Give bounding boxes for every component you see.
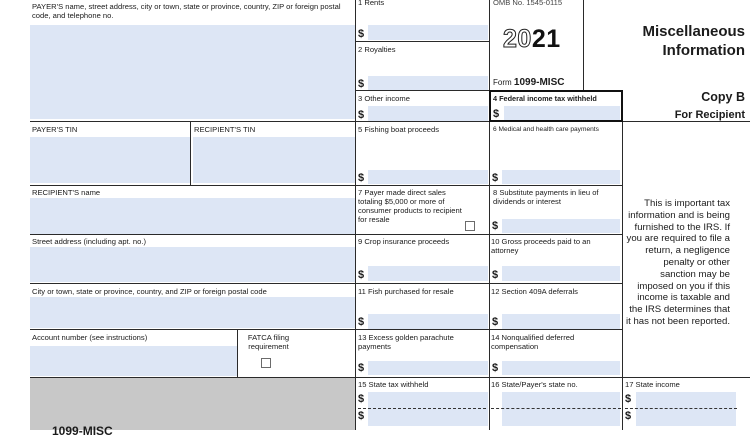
form-name: 1099-MISC [513,77,565,88]
recipient-city-field[interactable] [30,297,355,328]
recipient-street-field[interactable] [30,247,355,282]
box-1-dollar: $ [358,28,365,40]
rule [583,0,584,90]
form-title-line-2: Information [662,42,745,59]
rule [355,0,356,430]
box-17-field[interactable] [636,392,736,426]
important-tax-notice: This is important tax information and is being furnished to the IRS. If you are required to file a return, a negligence penalty or other sanction may be imposed on you if this income is taxable and the IRS determines that it has not been reported. [626,198,731,327]
box-4-label: 4 Federal income tax withheld [493,94,597,103]
copy-for-recipient-label: For Recipient [674,109,745,121]
recipient-name-label: RECIPIENT'S name [32,188,101,197]
rule [30,121,355,122]
footer-form-label: 1099-MISC [52,424,113,438]
box-8-field[interactable] [502,219,620,233]
box-2-field[interactable] [368,76,488,90]
box-11-label: 11 Fish purchased for resale [358,287,454,296]
recipient-name-field[interactable] [30,198,355,234]
recipient-tin-label: RECIPIENT'S TIN [194,125,256,134]
tax-year-outline: 20 [503,25,532,53]
box-14-label: 14 Nonqualified deferred compensation [491,333,575,351]
tax-year [503,24,561,54]
box-3-field[interactable] [368,106,488,121]
payer-name-address-field[interactable] [30,25,355,119]
rule [30,234,355,235]
account-number-field[interactable] [30,346,237,376]
box-16-label: 16 State/Payer's state no. [491,380,578,389]
box-8-dollar: $ [492,220,499,232]
box-9-field[interactable] [368,266,488,281]
box-17-label: 17 State income [625,380,680,389]
rule [30,377,355,378]
box-16-field[interactable] [502,392,620,426]
box-13-dollar: $ [358,362,365,374]
recipient-city-label: City or town, state or province, country, and ZIP or foreign postal code [32,287,267,296]
box-13-field[interactable] [368,361,488,375]
payer-name-address-label: PAYER'S name, street address, city or town, state or province, country, ZIP or foreign postal code, and telephone no. [32,2,341,20]
box-3-dollar: $ [358,109,365,121]
box-16-divider [491,408,621,409]
box-6-label: 6 Medical and health care payments [493,126,599,133]
box-6-dollar: $ [492,172,499,184]
box-17-dollar-2: $ [625,410,632,422]
box-12-dollar: $ [492,316,499,328]
rule [30,283,355,284]
box-9-label: 9 Crop insurance proceeds [358,237,450,246]
box-1-field[interactable] [368,25,488,40]
fatca-checkbox[interactable] [261,358,271,368]
box-11-dollar: $ [358,316,365,328]
payer-tin-label: PAYER'S TIN [32,125,78,134]
rule [355,377,750,378]
box-15-dollar-1: $ [358,393,365,405]
box-2-dollar: $ [358,78,365,90]
box-17-divider [625,408,737,409]
box-4-dollar: $ [493,108,500,120]
box-13-label: 13 Excess golden parachute payments [358,333,454,351]
box-6-field[interactable] [502,170,620,184]
box-5-dollar: $ [358,172,365,184]
box-11-field[interactable] [368,314,488,329]
box-2-label: 2 Royalties [358,45,396,54]
box-14-dollar: $ [492,362,499,374]
box-5-field[interactable] [368,170,488,184]
box-12-label: 12 Section 409A deferrals [491,287,578,296]
tax-year-bold: 21 [531,25,561,53]
box-7-label: 7 Payer made direct sales totaling $5,000 or more of consumer products to recipient for resale [358,188,462,224]
box-17-dollar-1: $ [625,393,632,405]
box-3-label: 3 Other income [358,94,410,103]
box-14-field[interactable] [502,361,620,375]
box-15-label: 15 State tax withheld [358,380,429,389]
payer-tin-field[interactable] [30,137,190,183]
box-9-dollar: $ [358,269,365,281]
account-number-label: Account number (see instructions) [32,333,148,342]
form-title [585,22,745,60]
box-10-field[interactable] [502,266,620,281]
box-15-field[interactable] [368,392,488,426]
box-5-label: 5 Fishing boat proceeds [358,125,440,134]
recipient-street-label: Street address (including apt. no.) [32,237,146,246]
box-15-dollar-2: $ [358,410,365,422]
fatca-label: FATCA filing requirement [247,333,290,351]
rule [489,0,490,430]
rule [237,329,238,377]
form-number [493,78,564,88]
box-10-dollar: $ [492,269,499,281]
box-8-label: 8 Substitute payments in lieu of dividends or interest [493,188,599,206]
form-title-line-1: Miscellaneous [642,23,745,40]
omb-number: OMB No. 1545-0115 [493,0,563,7]
rule [190,121,191,185]
box-12-field[interactable] [502,314,620,329]
rule [622,121,623,430]
form-prefix: Form [493,78,514,87]
box-1-label: 1 Rents [358,0,385,7]
copy-b-label: Copy B [701,90,745,104]
recipient-tin-field[interactable] [193,137,355,183]
rule [30,329,355,330]
shaded-box [30,378,355,430]
box-15-divider [358,408,486,409]
box-10-label: 10 Gross proceeds paid to an attorney [491,237,591,255]
box-7-checkbox[interactable] [465,221,475,231]
rule [355,41,489,42]
rule [30,185,355,186]
